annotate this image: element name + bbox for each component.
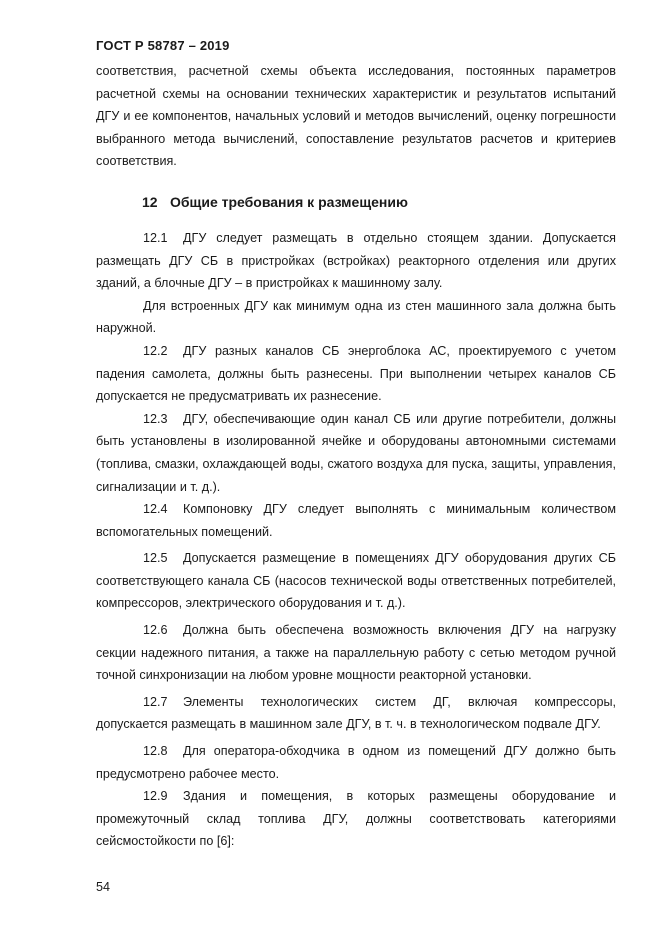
- paragraph-12-3: [96, 408, 616, 498]
- paragraph-text: Для встроенных ДГУ как минимум одна из стен машинного зала должна быть наружной.: [96, 298, 616, 336]
- paragraph-12-2: [96, 340, 616, 408]
- paragraph-number: 12.2: [143, 343, 168, 358]
- paragraph-number: 12.8: [143, 744, 168, 759]
- paragraph-number: 12.7: [143, 694, 168, 709]
- paragraph-text: ДГУ разных каналов СБ энергоблока АС, проектируемого с учетом падения самолета, должны быть разнесены. При выполнении четырех каналов СБ допускается не предусматривать их разнесение.: [96, 343, 616, 404]
- document-header: ГОСТ Р 58787 – 2019: [96, 38, 230, 53]
- paragraph-number: 12.1: [143, 230, 168, 245]
- paragraph-12-1-cont: [96, 295, 616, 340]
- paragraph-text: Здания и помещения, в которых размещены оборудование и промежуточный склад топлива ДГУ, должны соответствовать категориями сейсмостойкости по [6]:: [96, 789, 616, 849]
- section-title: Общие требования к размещению: [170, 193, 408, 210]
- paragraph-12-1: [96, 227, 616, 295]
- paragraph-12-7: [96, 691, 616, 736]
- paragraph-text: Допускается размещение в помещениях ДГУ оборудования других СБ соответствующего канала СБ (насосов технической воды ответственных потребителей, компрессоров, электрического оборудования и т. д.).: [96, 551, 616, 611]
- paragraph-text: ДГУ, обеспечивающие один канал СБ или другие потребители, должны быть установлены в изолированной ячейке и оборудованы автономными системами (топлива, смазки, охлаждающей воды, сжатого воздуха для пуска, защиты, управления, сигнализации и т. д.).: [96, 411, 616, 494]
- paragraph-text: Элементы технологических систем ДГ, включая компрессоры, допускается размещать в машинном зале ДГУ, в т. ч. в технологическом подвале ДГУ.: [96, 694, 616, 732]
- paragraph-12-5: [96, 547, 616, 615]
- paragraph-number: 12.9: [143, 789, 168, 804]
- page-number: 54: [96, 880, 111, 894]
- paragraph-number: 12.5: [143, 551, 168, 566]
- paragraph-number: 12.6: [143, 623, 168, 638]
- paragraph-12-9: [96, 785, 616, 853]
- paragraph-12-8: [96, 740, 616, 785]
- paragraph-text: Для оператора-обходчика в одном из помещений ДГУ должно быть предусмотрено рабочее место.: [96, 744, 616, 781]
- document-body: [96, 60, 616, 853]
- paragraph-text: Должна быть обеспечена возможность включения ДГУ на нагрузку секции надежного питания, а также на параллельную работу с сетью методом ручной точной синхронизации на любом уровне мощности реакторной установки.: [96, 623, 616, 683]
- paragraph-text: ДГУ следует размещать в отдельно стоящем здании. Допускается размещать ДГУ СБ в пристройках (встройках) реакторного отделения или других зданий, а блочные ДГУ – в пристройках к машинному залу.: [96, 230, 616, 291]
- paragraph-number: 12.3: [143, 411, 168, 426]
- paragraph-text: Компоновку ДГУ следует выполнять с минимальным количеством вспомогательных помещений.: [96, 502, 616, 539]
- paragraph-12-4: [96, 498, 616, 543]
- paragraph-12-6: [96, 619, 616, 687]
- intro-paragraph: соответствия, расчетной схемы объекта исследования, постоянных параметров расчетной схемы на основании технических характеристик и результатов испытаний ДГУ и ее компонентов, начальных условий и методов вычислений, оценку погрешности выбранного метода вычислений, сопоставление результатов расчетов и критериев соответствия.: [96, 64, 616, 169]
- section-heading: [96, 193, 616, 211]
- paragraph-number: 12.4: [143, 502, 168, 517]
- section-number: 12: [142, 193, 158, 210]
